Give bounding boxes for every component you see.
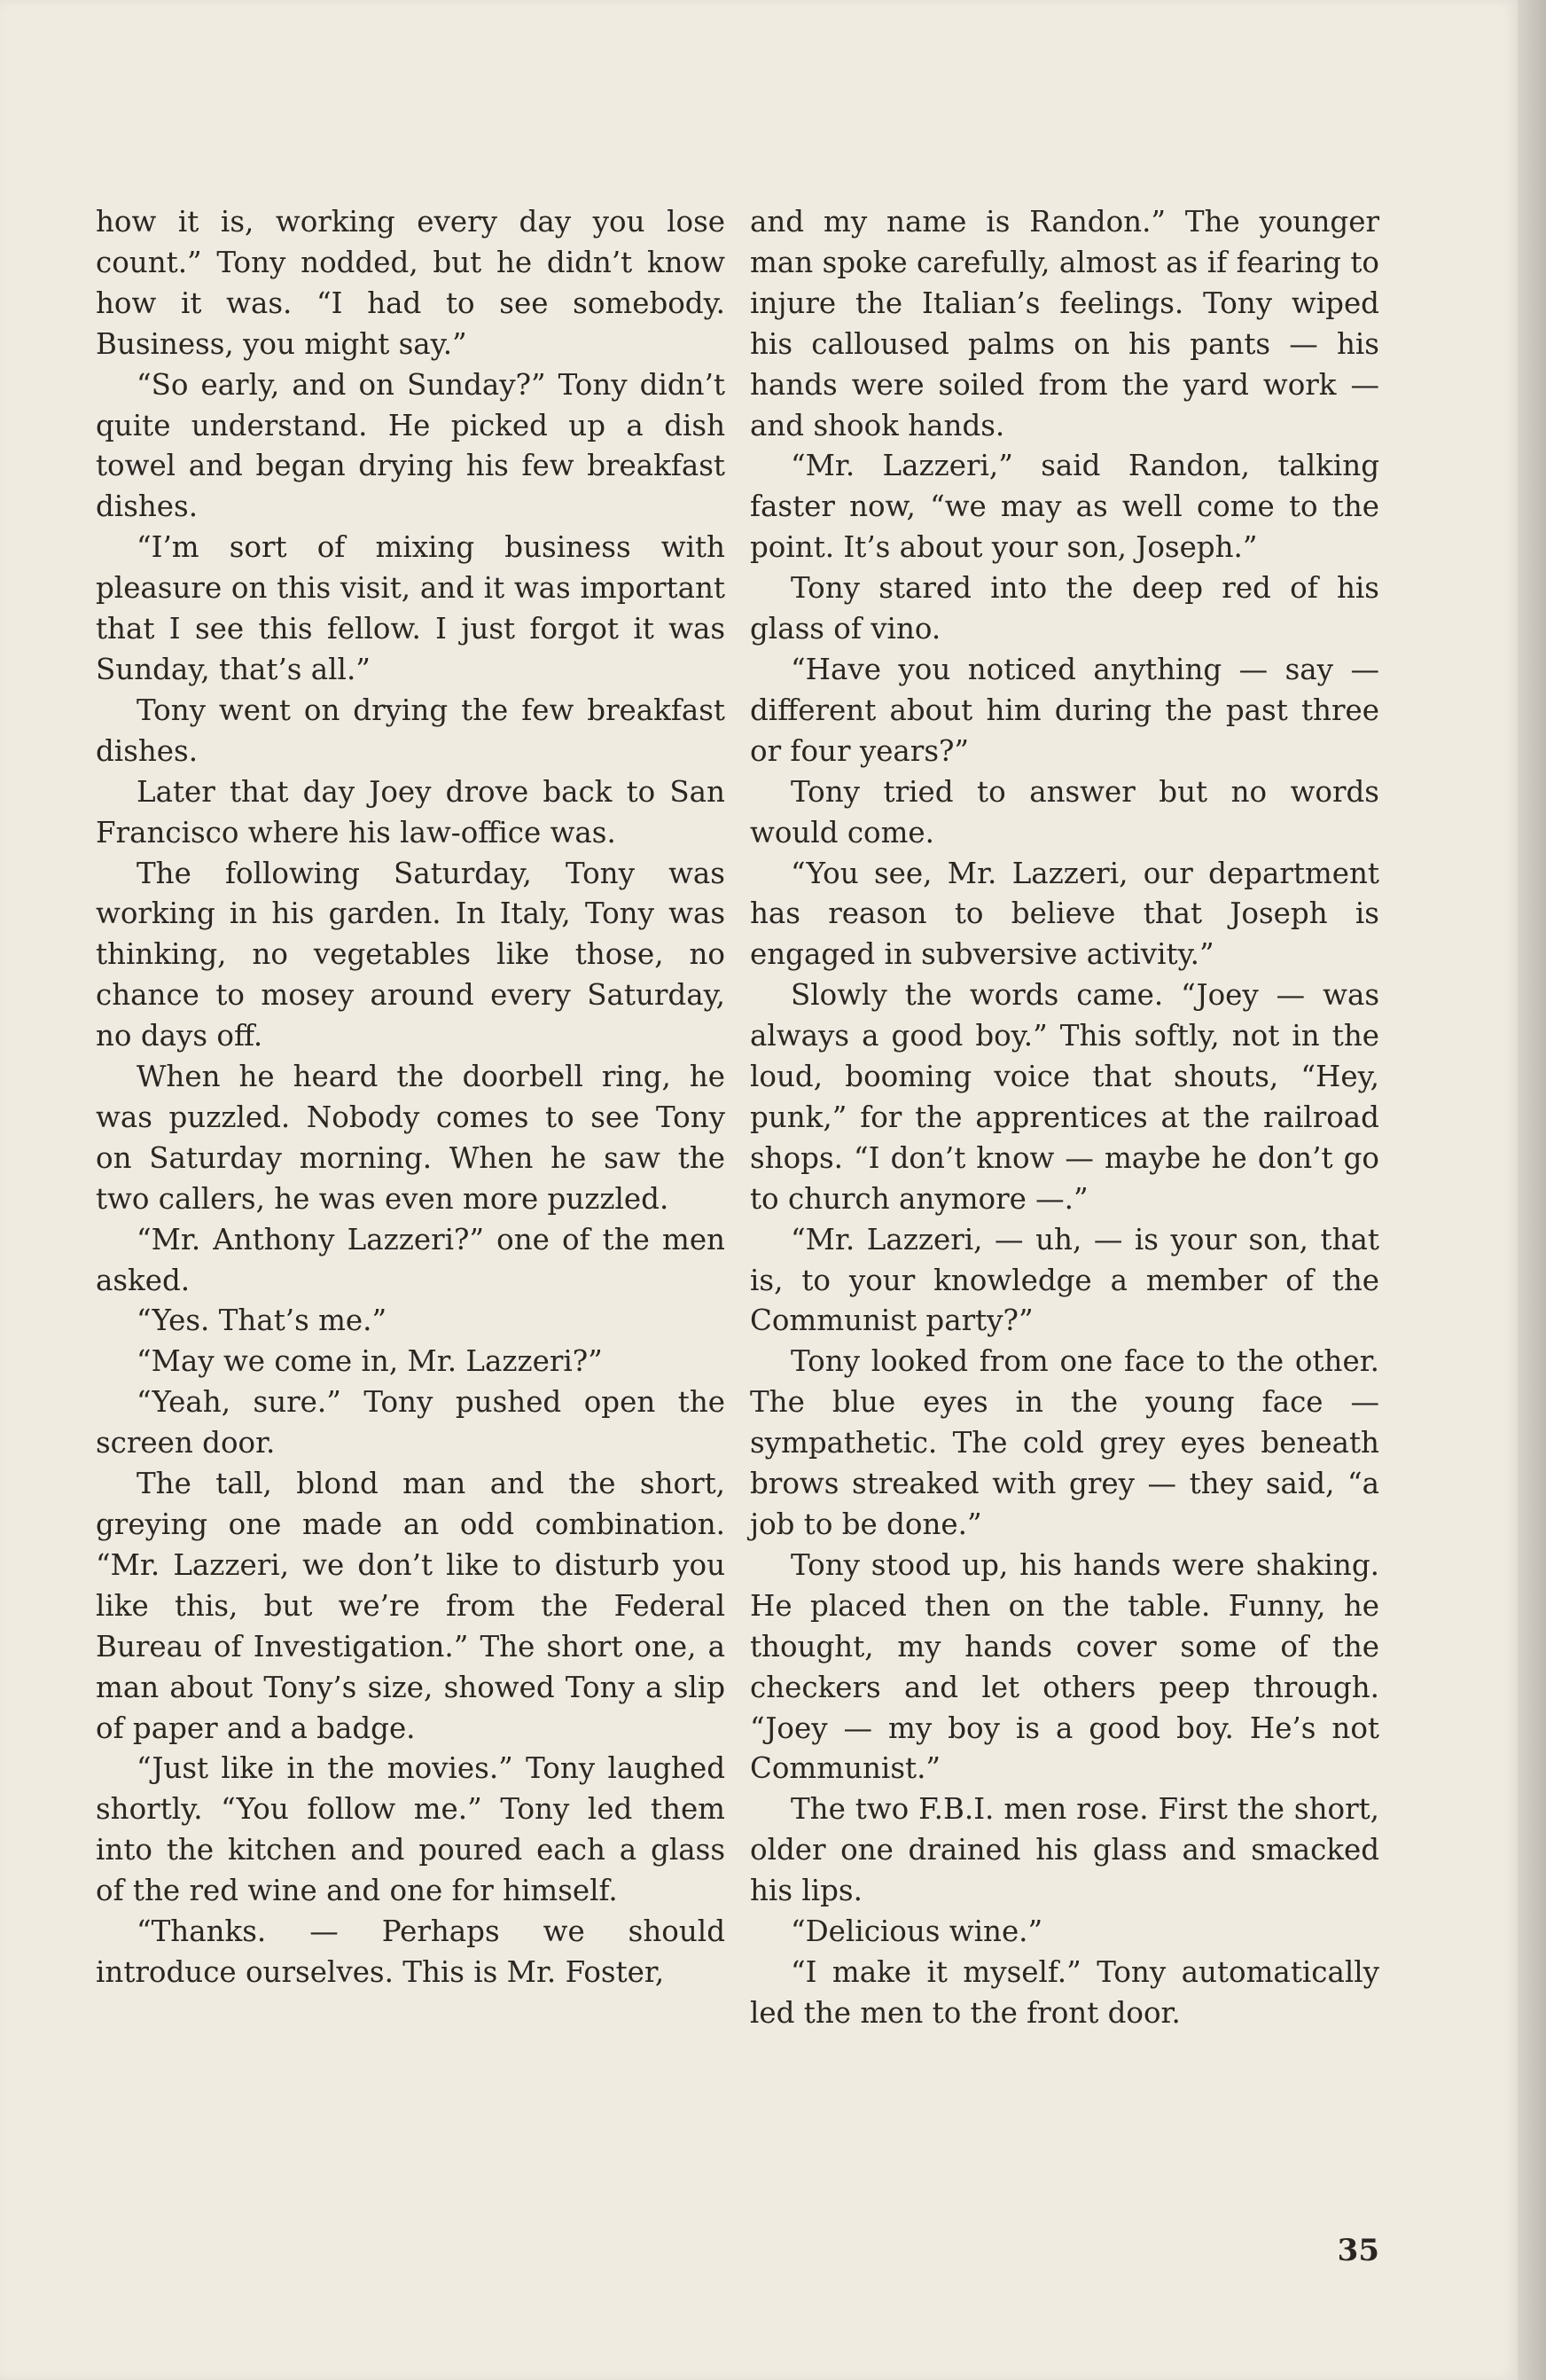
paragraph: Tony went on drying the few breakfast dishes. [96, 693, 725, 768]
paragraph: When he heard the doorbell ring, he was puzzled. Nobody comes to see Tony on Saturday morning. When he saw the two callers, he was even more puzzled. [96, 1060, 725, 1216]
paragraph: Tony tried to answer but no words would come. [750, 774, 1379, 849]
paragraph: The following Saturday, Tony was working in his garden. In Italy, Tony was thinking, no vegetables like those, no chance to mosey around every Saturday, no days off. [96, 856, 725, 1053]
paragraph: “Mr. Anthony Lazzeri?” one of the men asked. [96, 1222, 725, 1297]
paragraph: “So early, and on Sunday?” Tony didn’t quite understand. He picked up a dish towel and began drying his few breakfast dishes. [96, 367, 725, 524]
paragraph: and my name is Randon.” The younger man spoke carefully, almost as if fearing to injure the Italian’s feelings. Tony wiped his calloused palms on his pants — his hands were soiled from the yard work — and shook hands. [750, 205, 1379, 442]
paragraph: “Yes. That’s me.” [137, 1304, 387, 1338]
paragraph: Slowly the words came. “Joey — was always a good boy.” This softly, not in the loud, booming voice that shouts, “Hey, punk,” for the apprentices at the railroad shops. “I don’t know — maybe he don’t go to church anymore —.” [750, 978, 1379, 1216]
paragraph: Tony stood up, his hands were shaking. He placed then on the table. Funny, he thought, my hands cover some of the checkers and let others peep through. “Joey — my boy is a good boy. He’s not Communist.” [750, 1547, 1379, 1786]
right-text-column [750, 202, 1379, 2034]
paragraph: “Have you noticed anything — say — different about him during the past three or four years?” [750, 652, 1379, 768]
paragraph: “Thanks. — Perhaps we should introduce ourselves. This is Mr. Foster, [96, 1914, 725, 1989]
paragraph: “Mr. Lazzeri,” said Randon, talking faster now, “we may as well come to the point. It’s about your son, Joseph.” [750, 449, 1379, 565]
paragraph: Tony looked from one face to the other. The blue eyes in the young face — sympathetic. The cold grey eyes beneath brows streaked with grey — they said, “a job to be done.” [750, 1344, 1379, 1541]
paragraph: Later that day Joey drove back to San Francisco where his law-office was. [96, 774, 725, 849]
paragraph: “You see, Mr. Lazzeri, our department has reason to believe that Joseph is engaged in subversive activity.” [750, 856, 1379, 972]
paragraph: “I’m sort of mixing business with pleasure on this visit, and it was important that I see this fellow. I just forgot it was Sunday, that’s all.” [96, 530, 725, 686]
paragraph: Tony stared into the deep red of his glass of vino. [750, 571, 1379, 646]
page-edge [1518, 0, 1546, 2380]
paragraph: “Just like in the movies.” Tony laughed shortly. “You follow me.” Tony led them into the kitchen and poured each a glass of the red wine and one for himself. [96, 1751, 725, 1908]
paragraph: “Mr. Lazzeri, — uh, — is your son, that is, to your knowledge a member of the Communist party?” [750, 1222, 1379, 1338]
left-text-column [96, 202, 725, 1993]
paragraph: “Delicious wine.” [791, 1914, 1043, 1949]
paragraph: The two F.B.I. men rose. First the short, older one drained his glass and smacked his lips. [750, 1792, 1379, 1908]
paragraph: “Yeah, sure.” Tony pushed open the screen door. [96, 1385, 725, 1460]
paragraph: “May we come in, Mr. Lazzeri?” [137, 1344, 603, 1379]
paragraph: how it is, working every day you lose count.” Tony nodded, but he didn’t know how it was. “I had to see somebody. Business, you might say.” [96, 205, 725, 361]
paragraph: The tall, blond man and the short, greying one made an odd combination. “Mr. Lazzeri, we don’t like to disturb you like this, but we’re from the Federal Bureau of Investigation.” The short one, a man about Tony’s size, showed Tony a slip of paper and a badge. [96, 1467, 725, 1745]
paragraph: “I make it myself.” Tony automatically led the men to the front door. [750, 1954, 1379, 2030]
page-number: 35 [1337, 2233, 1379, 2268]
